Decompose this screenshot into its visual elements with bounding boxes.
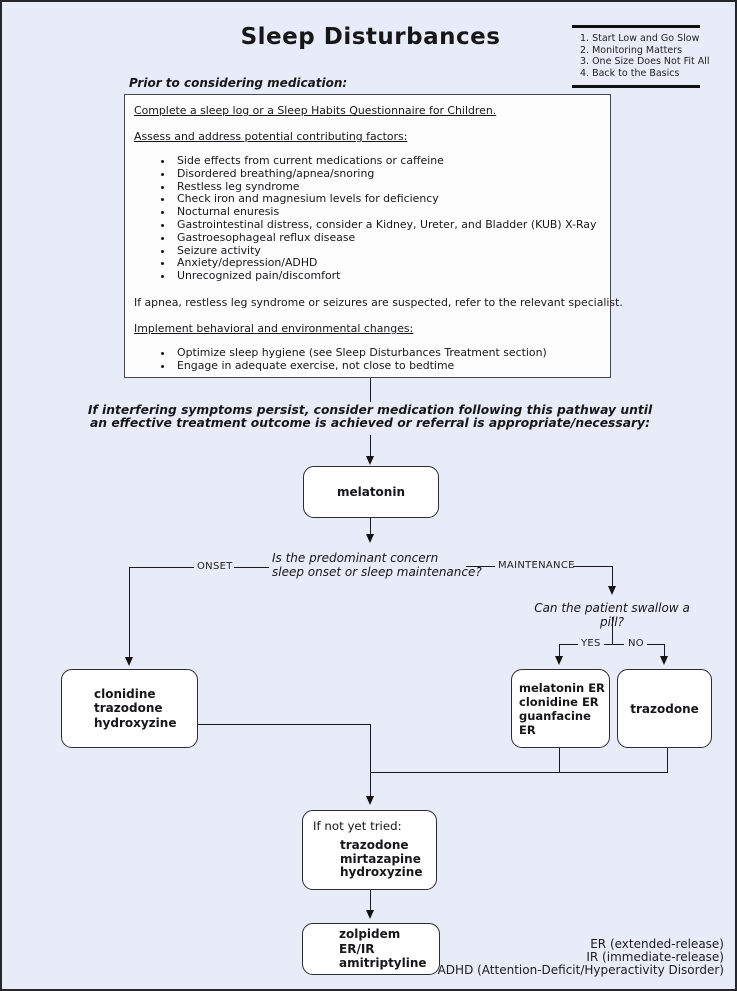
swallow-question: Can the patient swallow a pill? (534, 601, 690, 629)
implement-heading: Implement behavioral and environmental changes: (134, 321, 414, 335)
assessment-panel (124, 94, 623, 378)
arrowhead (608, 586, 616, 595)
med-item: mirtazapine (340, 851, 421, 866)
contributing-factor-item: • Anxiety/depression/ADHD (174, 257, 602, 270)
connector-line (370, 890, 371, 911)
connector-line (370, 378, 371, 402)
connector-line (129, 567, 130, 657)
behavioral-changes-list (134, 347, 602, 373)
edge-label-no: NO (628, 638, 644, 649)
connector-line (559, 748, 560, 772)
arrowhead (366, 534, 374, 543)
key-principles-list (580, 33, 710, 79)
connector-line (573, 566, 613, 567)
key-principle-item: 3. One Size Does Not Fit All (580, 56, 710, 67)
arrowhead (366, 796, 374, 805)
edge-label-maintenance: MAINTENANCE (498, 560, 575, 571)
assess-heading: Assess and address potential contributing factors: (134, 130, 408, 143)
med-item: clonidine (94, 686, 156, 701)
med-item: hydroxyzine (94, 715, 177, 730)
behavioral-change-item: • Engage in adequate exercise, not close to bedtime (174, 360, 602, 373)
onset-question-line1: Is the predominant concern (272, 551, 439, 565)
arrowhead (125, 657, 133, 666)
connector-line (559, 644, 578, 645)
arrowhead (660, 656, 668, 665)
med-item: zolpidem ER/IR (339, 927, 401, 956)
med-item: trazodone (340, 838, 409, 852)
pathway-intro (70, 404, 670, 430)
behavioral-change-item: • Optimize sleep hygiene (see Sleep Disturbances Treatment section) (174, 347, 602, 360)
node-if-not-yet-tried (302, 810, 437, 890)
connector-line (647, 644, 665, 645)
referral-note: If apnea, restless leg syndrome or seizures are suspected, refer to the relevant specialist. (134, 295, 623, 309)
legend-line: IR (immediate-release) (586, 950, 724, 964)
node-melatonin: melatonin (303, 466, 439, 518)
node-trazodone: trazodone (617, 669, 712, 748)
connector-line (198, 724, 370, 725)
med-item: amitriptyline (339, 956, 427, 971)
pre-medication-heading: Prior to considering medication: (129, 76, 348, 90)
edge-label-onset: ONSET (197, 561, 233, 572)
med-item: hydroxyzine (340, 865, 423, 879)
med-item: guanfacine ER (519, 708, 591, 737)
edge-label-yes: YES (581, 638, 601, 649)
connector-line (604, 644, 624, 645)
connector-line (234, 567, 269, 568)
contributing-factor-item: • Nocturnal enuresis (174, 206, 602, 219)
not-yet-tried-meds-list (340, 839, 436, 880)
abbreviation-legend (438, 938, 724, 977)
onset-question (272, 552, 482, 579)
connector-line (667, 748, 668, 773)
key-principle-item: 1. Start Low and Go Slow (580, 33, 700, 44)
contributing-factor-item: • Unrecognized pain/discomfort (174, 270, 602, 283)
node-maintenance-er-meds (511, 669, 610, 748)
key-principle-item: 2. Monitoring Matters (580, 44, 683, 56)
page-title: Sleep Disturbances (240, 24, 501, 50)
legend-line: ER (extended-release) (590, 937, 724, 951)
final-meds-list (339, 927, 439, 971)
key-principles-panel (572, 25, 710, 88)
contributing-factor-item: • Gastrointestinal distress, consider a Kidney, Ureter, and Bladder (KUB) X-Ray (174, 219, 602, 232)
onset-meds-list (94, 687, 176, 731)
med-item: trazodone (94, 701, 163, 716)
sleep-log-instruction: Complete a sleep log or a Sleep Habits Questionnaire for Children. (134, 104, 497, 117)
arrowhead (555, 656, 563, 665)
connector-line (370, 724, 371, 797)
contributing-factor-item: • Disordered breathing/apnea/snoring (174, 168, 602, 181)
contributing-factors-list (134, 155, 602, 283)
contributing-factor-item: • Gastroesophageal reflux disease (174, 232, 602, 245)
connector-line (129, 567, 194, 568)
connector-line (370, 518, 371, 534)
arrowhead (366, 910, 374, 919)
connector-line (370, 772, 668, 773)
node-final-meds (302, 923, 440, 975)
divider (572, 85, 700, 88)
pathway-intro-line2: an effective treatment outcome is achieved or referral is appropriate/necessary: (90, 415, 650, 430)
if-not-yet-tried-label: If not yet tried: (313, 819, 402, 833)
contributing-factor-item: • Check iron and magnesium levels for deficiency (174, 193, 602, 206)
connector-line (612, 566, 613, 586)
connector-line (370, 435, 371, 457)
arrowhead (366, 456, 374, 465)
med-item: melatonin ER (519, 680, 605, 695)
node-onset-meds (61, 669, 198, 748)
contributing-factor-item: • Restless leg syndrome (174, 181, 602, 194)
onset-question-line2: sleep onset or sleep maintenance? (272, 564, 482, 579)
med-item: clonidine ER (519, 694, 599, 709)
maintenance-er-meds-list (519, 681, 609, 737)
legend-line: ADHD (Attention-Deficit/Hyperactivity Disorder) (437, 963, 724, 977)
contributing-factor-item: • Side effects from current medications or caffeine (174, 155, 602, 168)
pathway-intro-line1: If interfering symptoms persist, consider medication following this pathway until (87, 403, 653, 417)
divider (572, 25, 700, 28)
contributing-factor-item: • Seizure activity (174, 245, 602, 258)
key-principle-item: 4. Back to the Basics (580, 67, 680, 79)
